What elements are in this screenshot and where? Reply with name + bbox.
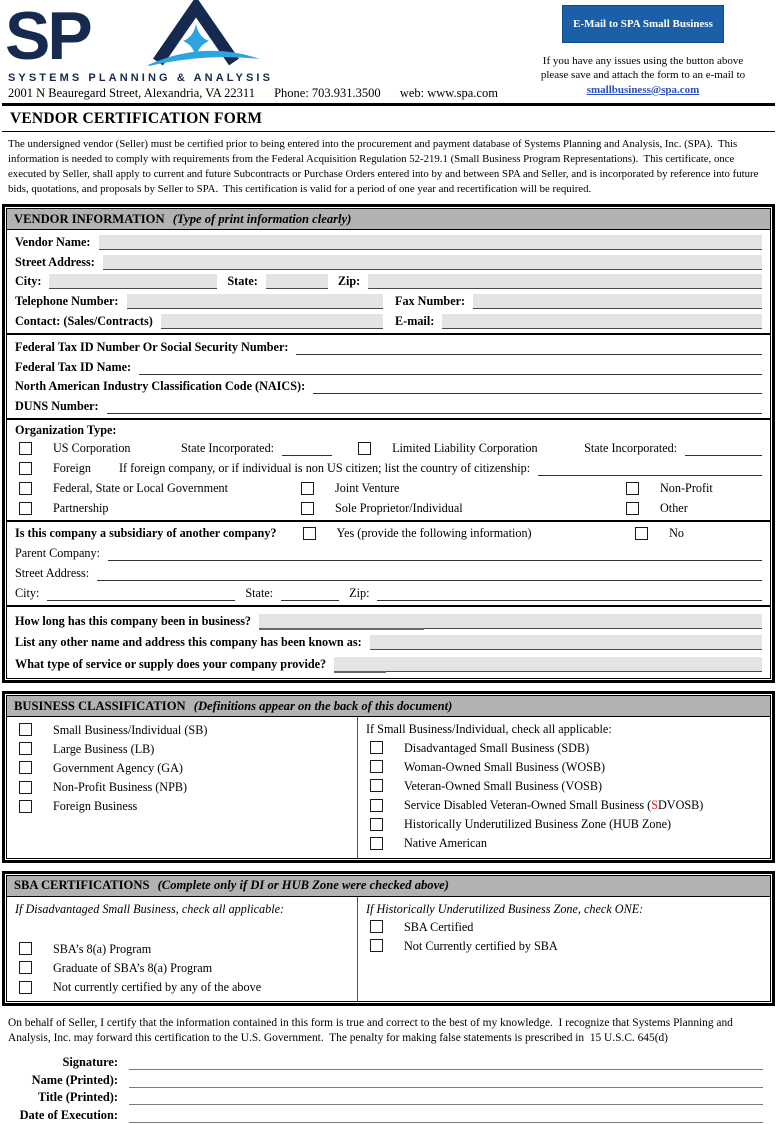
- field-row: [7, 630, 770, 652]
- how-long-label: How long has this company been in business?: [15, 613, 252, 628]
- signature-row: [0, 1106, 777, 1124]
- naics-label: North American Industry Classification Code (NAICS):: [15, 379, 306, 394]
- telephone-label: Telephone Number:: [15, 294, 119, 309]
- signature-row: [0, 1089, 777, 1107]
- business-classification-header: [7, 696, 770, 717]
- small-business-label: Small Business/Individual (SB): [53, 722, 208, 737]
- telephone-field[interactable]: [127, 294, 384, 309]
- street-address-label: Street Address:: [15, 254, 95, 269]
- field-row: [7, 396, 770, 416]
- sba-certified-label: SBA Certified: [404, 919, 474, 934]
- parent-zip-field[interactable]: [377, 587, 762, 601]
- city-field[interactable]: [49, 274, 217, 289]
- sba-row: [358, 918, 770, 937]
- spacer: [358, 956, 770, 980]
- company-phone: Phone: 703.931.3500: [274, 86, 381, 100]
- classification-row: [7, 759, 357, 778]
- date-of-execution-field[interactable]: [129, 1110, 763, 1123]
- state-field[interactable]: [266, 274, 328, 289]
- vendor-contact-block: [7, 230, 770, 333]
- duns-field[interactable]: [107, 400, 762, 414]
- spacer: [7, 918, 357, 940]
- subsidiary-no-label: No: [669, 526, 684, 541]
- email-note: [515, 54, 771, 97]
- sba-right-column: [357, 897, 770, 1002]
- 8a-graduate-label: Graduate of SBA’s 8(a) Program: [53, 960, 213, 975]
- sdvosb-label: Service Disabled Veteran-Owned Small Business (SDVOSB): [404, 798, 704, 813]
- classification-row: [358, 777, 770, 796]
- spa-logo-graphic: [5, 0, 266, 74]
- llc-label: Limited Liability Corporation: [392, 441, 538, 456]
- classification-row: [358, 758, 770, 777]
- checkbox-partnership[interactable]: [19, 502, 32, 515]
- checkbox-native-american[interactable]: [370, 837, 383, 850]
- checkbox-subsidiary-no[interactable]: [635, 527, 648, 540]
- checkbox-vosb[interactable]: [370, 779, 383, 792]
- email-field[interactable]: [442, 314, 762, 329]
- checkbox-8a-program[interactable]: [19, 942, 32, 955]
- checkbox-subsidiary-yes[interactable]: [303, 527, 316, 540]
- checkbox-foreign-business[interactable]: [19, 800, 32, 813]
- city-label: City:: [15, 274, 42, 289]
- org-type-row-3: [7, 477, 770, 497]
- other-label: Other: [660, 500, 688, 515]
- non-profit-label: Non-Profit: [660, 480, 713, 495]
- naics-field[interactable]: [313, 380, 762, 394]
- native-american-label: Native American: [404, 836, 487, 851]
- field-row: [7, 376, 770, 396]
- large-business-label: Large Business (LB): [53, 741, 155, 756]
- sole-proprietor-label: Sole Proprietor/Individual: [335, 500, 463, 515]
- sba-row: [7, 959, 357, 978]
- state-incorporated2-label: State Incorporated:: [584, 441, 678, 456]
- title-printed-label: Title (Printed):: [38, 1090, 118, 1105]
- email-note-line1: If you have any issues using the button above: [542, 55, 744, 67]
- zip-label: Zip:: [337, 274, 361, 289]
- contact-label: Contact: (Sales/Contracts): [15, 313, 153, 328]
- company-address: 2001 N Beauregard Street, Alexandria, VA 22311: [8, 86, 255, 100]
- service-type-field[interactable]: [334, 657, 762, 672]
- checkbox-sdvosb[interactable]: [370, 799, 383, 812]
- small-business-applicable-heading: If Small Business/Individual, check all applicable:: [366, 722, 612, 737]
- checkbox-us-corporation[interactable]: [19, 442, 32, 455]
- wosb-label: Woman-Owned Small Business (WOSB): [404, 759, 606, 774]
- fax-label: Fax Number:: [395, 294, 466, 309]
- checkbox-small-business[interactable]: [19, 723, 32, 736]
- sba-row: [358, 937, 770, 956]
- checkbox-non-profit[interactable]: [626, 482, 639, 495]
- hub-zone-label: Historically Underutilized Business Zone (HUB Zone): [404, 817, 672, 832]
- sba-certifications-section: [2, 871, 775, 1007]
- state-incorporated-label: State Incorporated:: [181, 441, 275, 456]
- org-type-row-2: [7, 458, 770, 478]
- answer-line: [259, 628, 424, 630]
- classification-row: [358, 796, 770, 815]
- business-classification-title: BUSINESS CLASSIFICATION: [14, 698, 186, 713]
- not-sba-certified-label: Not Currently certified by SBA: [404, 938, 558, 953]
- field-row: [7, 582, 770, 602]
- sba-certifications-header: [7, 876, 770, 897]
- parent-state-field[interactable]: [281, 587, 339, 601]
- spa-logo: [5, 0, 278, 84]
- parent-street-label: Street Address:: [15, 565, 90, 580]
- tax-id-number-label: Federal Tax ID Number Or Social Security Number:: [15, 339, 289, 354]
- company-web: web: www.spa.com: [399, 86, 498, 100]
- partnership-label: Partnership: [53, 500, 109, 515]
- vendor-information-header: [7, 209, 770, 230]
- classification-left-column: [7, 717, 357, 857]
- tax-id-block: [7, 333, 770, 418]
- parent-city-field[interactable]: [47, 587, 235, 601]
- checkbox-llc[interactable]: [358, 442, 371, 455]
- 8a-program-label: SBA’s 8(a) Program: [53, 941, 152, 956]
- sdb-label: Disadvantaged Small Business (SDB): [404, 740, 590, 755]
- intro-paragraph: The undersigned vendor (Seller) must be certified prior to being entered into the procurement and payment database of Systems Planning and Analysis, Inc. (SPA). This information is needed to comply with requirements from the Federal Acquisition Regulation 52-219.1 (Small Business Program Representations). This certificate, once executed by Seller, shall apply to current and future Subcontracts or Purchase Orders entered into by and between SPA and Seller, and is incorporated by reference into future bids, quotations, and proposals by Seller to SPA. This certification is valid for a period of one year and recertification will be required.: [8, 138, 762, 196]
- checkbox-not-sba-certified[interactable]: [370, 939, 383, 952]
- tax-id-name-label: Federal Tax ID Name:: [15, 359, 132, 374]
- sba-certifications-title: SBA CERTIFICATIONS: [14, 878, 150, 893]
- field-row: [7, 356, 770, 376]
- state-incorporated-field[interactable]: [282, 442, 332, 456]
- field-row: [7, 271, 770, 291]
- title-printed-field[interactable]: [129, 1092, 763, 1105]
- classification-row: [358, 815, 770, 834]
- vendor-name-field[interactable]: [99, 235, 763, 250]
- classification-row: [358, 834, 770, 853]
- org-type-row-4: [7, 497, 770, 517]
- checkbox-joint-venture[interactable]: [301, 482, 314, 495]
- checkbox-sba-certified[interactable]: [370, 920, 383, 933]
- checkbox-not-certified[interactable]: [19, 981, 32, 994]
- vendor-information-title: VENDOR INFORMATION: [14, 211, 165, 226]
- field-row: [7, 652, 770, 674]
- subsidiary-block: [7, 520, 770, 605]
- classification-row: [7, 720, 357, 739]
- parent-state-label: State:: [245, 585, 274, 600]
- contact-field[interactable]: [161, 314, 383, 329]
- subsidiary-question-row: [7, 523, 770, 543]
- organization-type-label: Organization Type:: [15, 422, 117, 437]
- citizenship-country-field[interactable]: [538, 462, 762, 476]
- name-printed-field[interactable]: [129, 1075, 763, 1088]
- street-address-field[interactable]: [103, 255, 762, 270]
- known-as-field[interactable]: [370, 635, 762, 650]
- date-of-execution-label: Date of Execution:: [19, 1107, 118, 1122]
- classification-row: [358, 738, 770, 757]
- foreign-citizenship-label: If foreign company, or if individual is non US citizen; list the country of citizenship:: [119, 461, 531, 476]
- sba-row: [7, 978, 357, 997]
- zip-field[interactable]: [368, 274, 762, 289]
- name-printed-label: Name (Printed):: [31, 1072, 118, 1087]
- answer-line: [334, 671, 386, 673]
- classification-row: [7, 740, 357, 759]
- field-row: [7, 311, 770, 331]
- checkbox-wosb[interactable]: [370, 760, 383, 773]
- parent-zip-label: Zip:: [349, 585, 370, 600]
- company-history-block: [7, 605, 770, 678]
- page-header: [0, 0, 777, 103]
- state-incorporated2-field[interactable]: [685, 442, 762, 456]
- disadvantaged-heading: If Disadvantaged Small Business, check all applicable:: [15, 901, 285, 916]
- joint-venture-label: Joint Venture: [335, 480, 400, 495]
- fax-field[interactable]: [473, 294, 762, 309]
- vendor-name-label: Vendor Name:: [15, 234, 91, 249]
- vendor-information-section: [2, 204, 775, 683]
- field-row: [7, 336, 770, 356]
- tax-id-name-field[interactable]: [139, 361, 762, 375]
- sba-certifications-note: (Complete only if DI or HUB Zone were checked above): [157, 878, 449, 893]
- subsidiary-question-label: Is this company a subsidiary of another company?: [15, 526, 277, 541]
- classification-row: [7, 797, 357, 816]
- foreign-business-label: Foreign Business: [53, 799, 138, 814]
- checkbox-large-business[interactable]: [19, 742, 32, 755]
- service-type-label: What type of service or supply does your company provide?: [15, 657, 327, 672]
- parent-street-field[interactable]: [97, 567, 762, 581]
- certification-statement: On behalf of Seller, I certify that the information contained in this form is true and correct to the best of my knowledge. I recognize that Systems Planning and Analysis, Inc. may forward this certification to the U.S. Government. The penalty for making false statements is prescribed in 15 U.S.C. 645(d): [8, 1017, 736, 1045]
- state-label: State:: [227, 274, 258, 289]
- field-row: [7, 231, 770, 251]
- org-type-row-1: [7, 438, 770, 458]
- field-row: [7, 608, 770, 630]
- known-as-label: List any other name and address this company has been known as:: [15, 635, 362, 650]
- parent-company-label: Parent Company:: [15, 546, 100, 561]
- government-label: Federal, State or Local Government: [53, 480, 228, 495]
- business-classification-section: [2, 691, 775, 862]
- checkbox-sdb[interactable]: [370, 741, 383, 754]
- checkbox-foreign[interactable]: [19, 462, 32, 475]
- field-row: [7, 251, 770, 271]
- checkbox-sole-proprietor[interactable]: [301, 502, 314, 515]
- signature-field[interactable]: [129, 1057, 763, 1070]
- how-long-field[interactable]: [259, 614, 762, 629]
- sba-left-column: [7, 897, 357, 1002]
- signature-row: [0, 1071, 777, 1089]
- signature-block: [0, 1053, 777, 1124]
- org-type-heading-row: [7, 421, 770, 437]
- parent-company-field[interactable]: [108, 547, 762, 561]
- vosb-label: Veteran-Owned Small Business (VOSB): [404, 778, 603, 793]
- organization-type-block: [7, 418, 770, 520]
- checkbox-non-profit-business[interactable]: [19, 781, 32, 794]
- logo-sp-letters: SP: [5, 0, 90, 74]
- company-address-line: [8, 86, 514, 101]
- government-agency-label: Government Agency (GA): [53, 760, 183, 775]
- checkbox-8a-graduate[interactable]: [19, 961, 32, 974]
- us-corporation-label: US Corporation: [53, 441, 131, 456]
- email-panel: [515, 5, 771, 97]
- field-row: [7, 543, 770, 563]
- checkbox-government[interactable]: [19, 482, 32, 495]
- hub-zone-heading: If Historically Underutilized Business Zone, check ONE:: [366, 901, 644, 916]
- field-row: [7, 291, 770, 311]
- field-row: [7, 563, 770, 583]
- checkbox-hub-zone[interactable]: [370, 818, 383, 831]
- sdvosb-red-letter: S: [651, 798, 658, 813]
- foreign-label: Foreign: [53, 461, 91, 476]
- logo-subtitle: SYSTEMS PLANNING & ANALYSIS: [8, 72, 274, 84]
- email-to-spa-button[interactable]: E-Mail to SPA Small Business: [562, 5, 724, 43]
- signature-label: Signature:: [62, 1054, 118, 1069]
- email-note-line2: please save and attach the form to an e-mail to: [540, 69, 746, 82]
- page-title: VENDOR CERTIFICATION FORM: [10, 110, 263, 127]
- checkbox-other[interactable]: [626, 502, 639, 515]
- classification-row: [7, 778, 357, 797]
- vendor-information-note: (Type of print information clearly): [172, 211, 352, 226]
- signature-row: [0, 1053, 777, 1071]
- checkbox-government-agency[interactable]: [19, 761, 32, 774]
- smallbusiness-email-link[interactable]: smallbusiness@spa.com: [586, 83, 700, 96]
- sba-row: [7, 940, 357, 959]
- duns-label: DUNS Number:: [15, 399, 99, 414]
- business-classification-note: (Definitions appear on the back of this document): [193, 698, 453, 713]
- tax-id-number-field[interactable]: [296, 341, 762, 355]
- parent-city-label: City:: [15, 585, 40, 600]
- non-profit-business-label: Non-Profit Business (NPB): [53, 780, 188, 795]
- email-label: E-mail:: [395, 313, 435, 328]
- classification-right-column: [357, 717, 770, 857]
- subsidiary-yes-label: Yes (provide the following information): [336, 526, 532, 541]
- not-certified-label: Not currently certified by any of the above: [53, 980, 262, 995]
